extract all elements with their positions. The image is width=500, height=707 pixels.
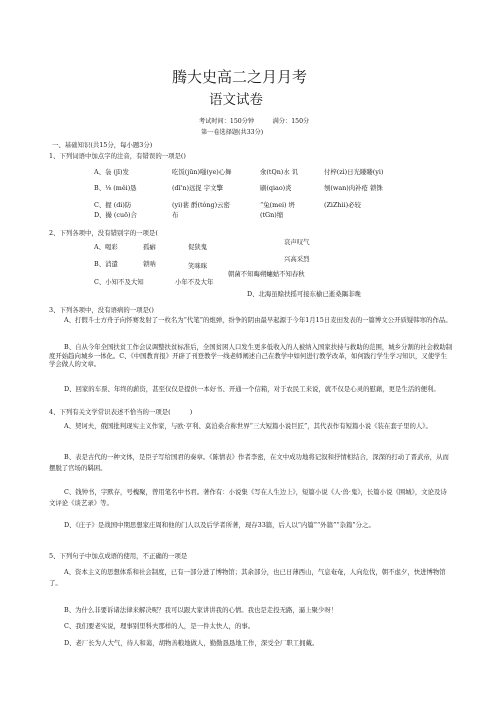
part-title: 第一卷选择题(共33分)	[201, 129, 264, 136]
question-4-stem: 4、下列有关文学常识表述不恰当的一项是( )	[49, 408, 193, 416]
q4-option-c: C、钱钟书，字默存，号槐聚，曾用笔名中书君。著作有：小说集《写在人生边上》，短篇小说《人·兽·鬼》，长篇小说《围城》，文论及诗文评论《谈艺录》等。	[49, 488, 447, 507]
q3-option-d: D、回家的车票、年终的薪资，甚至仅仅是提供一本好书、开通一个信箱，对于农民工来说，就不仅是心灵的慰藉，更是生活的便利。	[64, 385, 440, 393]
q2-option-d: D、北海虽赊扶摇可接东榆已逝桑隅非晚	[247, 290, 361, 298]
q1-option-b-col2: (dī'n)远捉 宇文擎	[172, 184, 223, 192]
q1-option-d-col2: 布	[172, 211, 179, 219]
q4-option-a: A、契诃夫，俄国批判现实主义作家，与欧·亨利、莫泊桑合称世界“三大短篇小说巨匠”，其代表作有短篇小说《装在套子里的人》。	[64, 422, 432, 430]
q2-option-a-3: 促狭鬼	[188, 243, 208, 251]
q1-option-d-col3: (tGn)缩	[260, 211, 284, 219]
q1-option-a-col4: 付梓(zì)日光䁖䁖(yi)	[324, 168, 384, 176]
q2-option-b-3: 笑咪咪	[188, 262, 208, 270]
q1-option-d-col1: D、撮 (cuō)合	[94, 211, 137, 219]
q1-option-a-col2: 吃饭(jūn)嗤(ye)心舞	[172, 168, 232, 176]
q2-option-r1: 哀声叹气	[284, 238, 310, 246]
q1-option-b-col3: 刷(qiao)炎	[260, 184, 292, 192]
question-1-stem: 1、下列词语中加点字的注音，有错误的一项是()	[49, 152, 186, 160]
question-5-stem: 5、下列句子中加点成语的使用，不正确的一项是	[49, 552, 188, 560]
q2-option-c-1: C、小知不及大知	[94, 278, 144, 286]
q1-option-c-col4: (ZiZhii)必较	[324, 201, 361, 209]
q1-option-a-col1: A、袅 (jī)发	[94, 168, 129, 176]
q5-option-c: C、我们要老实说，理事别里科夫那样的人，是一件太快人，的事。	[64, 622, 255, 630]
q3-option-a: A、打假斗士方舟子向怀赛发射了一枚名为“代笔”的炮弹，纷争的阴由最早起源于今年1月15日麦田发表的一篇博文公开质疑韩寒的作品。	[64, 316, 452, 324]
question-2-stem: 2、下列各项中，没有错别字的一项是(	[49, 229, 158, 237]
q2-option-b-1: B、消遣	[94, 260, 118, 268]
q4-option-b: B、表是古代的一种文体，是臣子写给国君的奏章。《陈情表》作者李密，在文中成功地将记叙和抒情相结合，深深的打动了晋武帝，从而摆脱了官场的羁困。	[49, 453, 449, 472]
q4-option-d: D、《庄子》是战国中期思想家庄周和他的门人以及后学者所著，现存33篇，后人以“内篇”“外篇”“杂篇”分之。	[64, 521, 375, 529]
section-title: 一、基础知识(共15分，每小题3分)	[52, 141, 153, 149]
q1-option-c-col1: C、握 (di)防	[94, 201, 132, 209]
q2-option-c-2: 小年不及大年	[175, 278, 214, 286]
q2-option-a-1: A、喝彩	[94, 243, 118, 251]
q1-option-a-col3: 氽(tQn)水 讥	[260, 168, 299, 176]
q2-option-a-2: 孤癖	[143, 243, 156, 251]
q2-option-r3: 朝菌不知晦朔蟪蛄不知春秋	[228, 270, 305, 278]
q1-option-b-col4: 刎(wan)肉补疮 锁铢	[324, 184, 383, 192]
q5-option-b: B、为什么非要诉诸法律来解决呢？我可以跟大家讲讲我的心情。我也是走投无路，逼上聚少呀！	[64, 606, 338, 614]
q1-option-c-col2: (yi)葚 酹(tóng)云密	[172, 201, 230, 209]
question-3-stem: 3、下列各项中，没有语病的一项是()	[49, 306, 154, 314]
q2-option-r2: 兴高采烈	[284, 255, 310, 263]
exam-info: 考试时间：150分钟 满分：150分	[199, 118, 310, 125]
page-subtitle: 语文试卷	[209, 92, 263, 108]
q2-option-b-2: 锁呐	[143, 260, 156, 268]
q5-option-a: A、资本主义的思想体系和社会制度，已有一部分进了博物馆；其余部分，也已日薄西山，气息奄奄，人向危伐，朝不虑夕，快进博物馆了。	[49, 568, 446, 587]
q3-option-b: B、自从今年全国扶贫工作会议调整扶贫标准后，全国贫困人口发生更多低收入的人被纳入国家扶持与救助的范围，城乡分割的社会救助制度开始趋向城乡一体化。C、《中国教育报》开辟了刊登教学一线老师阐述自己在教学中如何进行教学改革，如何践行学生学习知识，又使学生学会做人的文章。	[49, 343, 453, 369]
q5-option-d: D、老厂长为人大气，待人和蔼，胡物善粮地做人，勤勤恳恳地工作，深受全厂职工拥戴。	[64, 639, 319, 647]
page-title: 腾大史高二之月月考	[172, 68, 308, 86]
q1-option-b-col1: B、⅛ (mêi)恳	[94, 184, 137, 192]
q1-option-c-col3: “兔(mei) 坍	[260, 201, 295, 209]
